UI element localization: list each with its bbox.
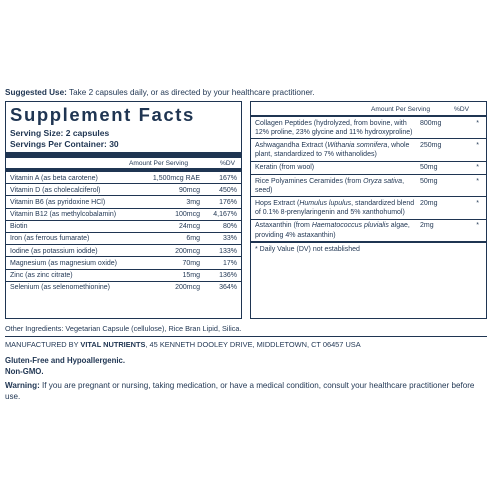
facts-row: [6, 208, 241, 220]
header-amount: Amount Per Serving: [371, 106, 431, 113]
nutrient-dv: 133%: [219, 247, 237, 255]
nutrient-amount: 24mcg: [178, 223, 200, 231]
ingredient-name: [251, 117, 416, 138]
ingredient-name-part: Rice Polyamines Ceramides (from: [255, 177, 364, 185]
facts-row: [6, 232, 241, 244]
ingredient-dv: *: [476, 141, 479, 149]
ingredient-amount: 2mg: [420, 222, 434, 230]
nutrient-name: Vitamin B12 (as methylcobalamin): [10, 211, 117, 219]
ingredient-name: [251, 162, 416, 174]
nutrient-amount: 200mcg: [175, 284, 200, 292]
right-rows: [251, 116, 486, 255]
ingredient-row: [251, 138, 486, 160]
nutrient-dv: 4,167%: [213, 211, 237, 219]
ingredient-row: [251, 196, 486, 218]
nutrient-amount: 100mcg: [175, 211, 200, 219]
nutrient-amount: 6mg: [186, 235, 200, 243]
facts-row: [6, 171, 241, 183]
manufacturer-address: , 45 KENNETH DOOLEY DRIVE, MIDDLETOWN, CT 06457 USA: [145, 340, 361, 349]
facts-row: [6, 220, 241, 232]
facts-row: [6, 281, 241, 293]
dv-footnote: * Daily Value (DV) not established: [255, 245, 360, 253]
ingredient-name-part: , seed): [255, 177, 405, 194]
serving-size: Serving Size: 2 capsules: [10, 128, 110, 138]
other-ingredients: Other Ingredients: Vegetarian Capsule (cellulose), Rice Bran Lipid, Silica.: [5, 324, 242, 333]
header-dv: %DV: [453, 106, 469, 113]
ingredient-amount: 50mg: [420, 164, 438, 172]
ingredient-name: [251, 175, 416, 196]
facts-rows: [6, 171, 241, 293]
ingredient-row: [251, 116, 486, 138]
ingredient-amount: 800mg: [420, 119, 442, 127]
nutrient-name: Magnesium (as magnesium oxide): [10, 259, 117, 267]
nutrient-amount: 1,500mcg RAE: [152, 174, 200, 182]
ingredient-dv: *: [476, 119, 479, 127]
footnote-row: [251, 241, 486, 255]
ingredient-row: [251, 219, 486, 241]
nutrient-dv: 17%: [222, 259, 237, 267]
facts-row: [6, 256, 241, 268]
nutrient-dv: 450%: [219, 186, 237, 194]
ingredient-name-part: Collagen Peptides (hydrolyzed, from bovine, with 12% proline, 23% glycine and 11% hydroxyproline): [255, 119, 413, 136]
ingredient-amount: 250mg: [420, 141, 442, 149]
warning-text: If you are pregnant or nursing, taking medication, or have a medical condition, consult your healthcare practitioner before use.: [5, 381, 475, 401]
manufacturer-label: MANUFACTURED BY: [5, 340, 81, 349]
nutrient-dv: 364%: [219, 284, 237, 292]
facts-row: [6, 195, 241, 207]
nutrient-amount: 3mg: [186, 198, 200, 206]
manufacturer-brand: VITAL NUTRIENTS: [80, 340, 146, 349]
nutrient-name: Iodine (as potassium iodide): [10, 247, 98, 255]
warning-label: Warning:: [5, 381, 40, 390]
ingredient-name-part: , whole plant, standardized to 7% withanolides): [255, 141, 410, 159]
nutrient-name: Biotin: [10, 223, 28, 231]
suggested-use-label: Suggested Use:: [5, 88, 67, 97]
ingredient-name-part: , standardized blend of 0.1% 8-prenylaringenin and 5% xanthohumol): [255, 199, 415, 217]
supplement-facts-title: Supplement Facts: [10, 104, 195, 125]
suggested-use: [5, 88, 489, 98]
botanical-name: Humulus lupulus: [299, 199, 352, 207]
facts-row: [6, 183, 241, 195]
ingredient-dv: *: [476, 222, 479, 230]
ingredient-name-part: Astaxanthin (from: [255, 222, 312, 230]
ingredient-name-part: Hops Extract (: [255, 199, 300, 207]
ingredient-name: [251, 139, 416, 160]
suggested-use-text: Take 2 capsules daily, or as directed by your healthcare practitioner.: [66, 88, 315, 97]
right-header-row: [251, 104, 486, 115]
nutrient-name: Selenium (as selenomethionine): [10, 284, 110, 292]
nutrient-amount: 70mg: [182, 259, 200, 267]
ingredient-name-part: Ashwagandha Extract (: [255, 141, 328, 149]
header-dv: %DV: [219, 160, 235, 167]
ingredient-dv: *: [476, 164, 479, 172]
ingredient-row: [251, 161, 486, 174]
ingredient-dv: *: [476, 199, 479, 207]
supplement-facts-panel: [5, 101, 242, 319]
ingredient-name: [251, 197, 416, 218]
nutrient-name: Zinc (as zinc citrate): [10, 272, 73, 279]
nutrient-name: Vitamin D (as cholecalciferol): [10, 186, 101, 194]
botanical-name: Haematococcus pluvialis: [311, 222, 389, 230]
manufacturer: [5, 340, 361, 350]
botanical-name: Withania somnifera: [327, 141, 388, 149]
ingredient-name-part: Keratin (from wool): [255, 164, 315, 172]
warning: [5, 381, 489, 402]
ingredient-name-part: algae, providing 4% astaxanthin): [255, 222, 410, 239]
nutrient-name: Vitamin A (as beta carotene): [10, 174, 98, 182]
facts-row: [6, 244, 241, 256]
nutrient-name: Iron (as ferrous fumarate): [10, 235, 90, 243]
nutrient-dv: 33%: [222, 235, 237, 243]
header-amount: Amount Per Serving: [128, 160, 188, 167]
ingredient-amount: 50mg: [420, 177, 438, 185]
servings-per-container: Servings Per Container: 30: [10, 139, 119, 149]
nutrient-dv: 136%: [219, 272, 237, 279]
ingredient-row: [251, 174, 486, 196]
nutrient-dv: 176%: [219, 198, 237, 206]
nutrient-dv: 80%: [222, 223, 237, 231]
nutrient-dv: 167%: [219, 174, 237, 182]
ingredient-dv: *: [476, 177, 479, 185]
nutrient-name: Vitamin B6 (as pyridoxine HCl): [10, 198, 106, 206]
nutrient-amount: 200mcg: [175, 247, 200, 255]
nutrient-amount: 90mcg: [178, 186, 200, 194]
divider: [5, 336, 487, 337]
gluten-free-statement: Gluten-Free and Hypoallergenic.: [5, 356, 126, 365]
facts-row: [6, 269, 241, 281]
ingredient-amount: 20mg: [420, 199, 438, 207]
supplement-facts-continued-panel: [250, 101, 487, 319]
botanical-name: Oryza sativa: [363, 177, 403, 185]
nutrient-amount: 15mg: [182, 272, 200, 279]
non-gmo-statement: Non-GMO.: [5, 367, 44, 376]
ingredient-name: [251, 220, 416, 241]
